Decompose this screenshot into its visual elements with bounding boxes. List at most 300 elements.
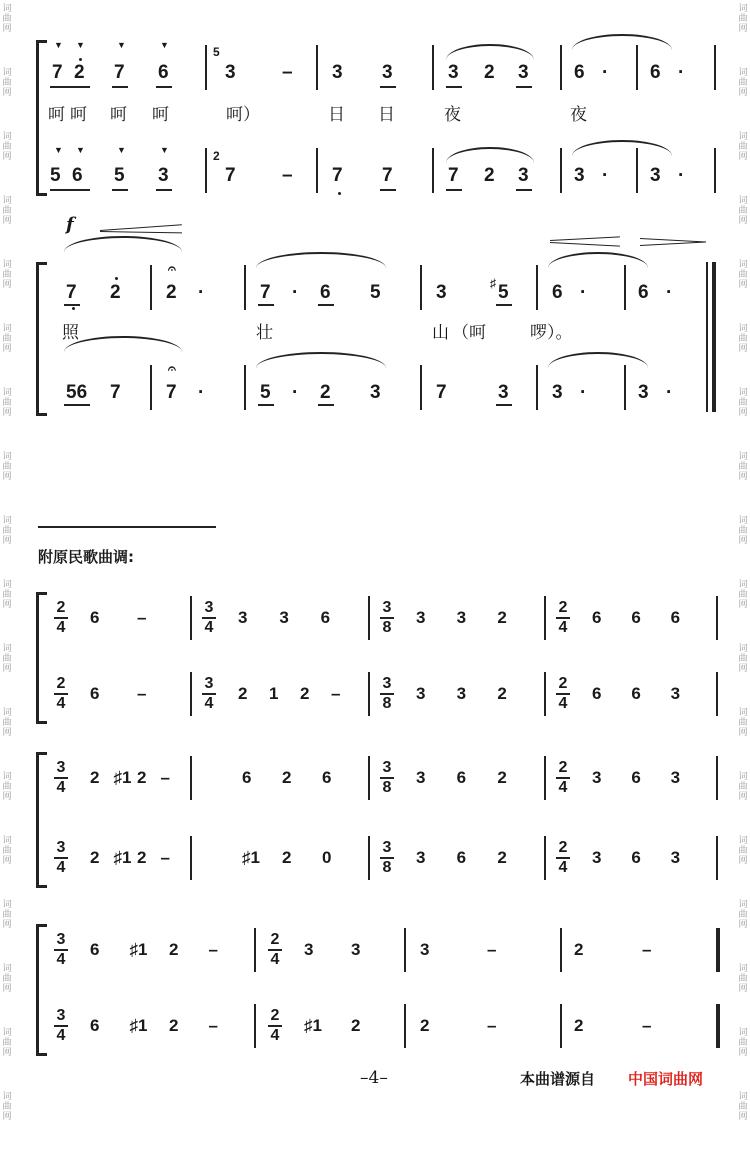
barline — [190, 672, 192, 716]
note: 3 — [382, 62, 393, 83]
final-barline-thick — [716, 928, 720, 972]
lyric: 啰）。 — [530, 323, 573, 343]
barline — [432, 45, 434, 90]
barline — [368, 596, 370, 640]
time-signature-bottom: 4 — [204, 695, 214, 712]
note: · — [292, 382, 299, 403]
beam-underline — [156, 189, 172, 191]
beam-underline — [318, 304, 334, 306]
barline — [150, 365, 152, 410]
octave-dot — [79, 58, 82, 61]
note: ♯1 — [304, 1016, 322, 1035]
note: 0 — [322, 848, 332, 867]
barline — [544, 756, 546, 800]
time-signature — [54, 600, 68, 636]
note: 7 — [166, 382, 177, 403]
note: – — [137, 684, 147, 703]
note: 6 — [72, 165, 83, 186]
note: 6 — [574, 62, 585, 83]
note: 2 — [574, 940, 584, 959]
watermark-right: 词 曲 网 词 曲 网 词 曲 网 词 曲 网 词 曲 网 词 曲 网 词 曲 网 词 曲 网 词 曲 网 词 曲 网 词 曲 网 词 曲 网 词 曲 网 词 曲 网 词 曲 网 词 曲 网 词 曲 网 词 曲 网 — [738, 4, 748, 1122]
note: 3 — [448, 62, 459, 83]
note: · — [580, 282, 587, 303]
time-signature-bottom: 8 — [382, 695, 392, 712]
note: 56 — [66, 382, 88, 403]
time-signature — [556, 600, 570, 636]
note: 6 — [90, 608, 100, 627]
note: 3 — [670, 848, 681, 867]
note: 2 — [484, 165, 495, 186]
time-signature — [380, 760, 394, 796]
lyric: 山 — [432, 323, 449, 343]
barline — [404, 928, 406, 972]
lyric: 日 — [378, 105, 395, 125]
beam-underline — [446, 86, 462, 88]
note: 2 — [238, 684, 248, 703]
time-signature-bottom: 4 — [56, 619, 66, 636]
note: 2 — [137, 848, 147, 867]
barline — [205, 148, 207, 193]
barline — [716, 596, 718, 640]
note: 5 — [114, 165, 125, 186]
time-signature-top: 2 — [558, 759, 568, 776]
note: 2 — [90, 768, 100, 787]
note: 7 — [436, 382, 447, 403]
note: 6 — [90, 1016, 100, 1035]
note: 6 — [456, 768, 467, 787]
note: 3 — [498, 382, 509, 403]
system-bracket — [36, 262, 47, 416]
barline — [368, 836, 370, 880]
barline — [624, 265, 626, 310]
note: ♯1 — [113, 848, 132, 867]
lyric: 呵 — [70, 105, 87, 125]
note: 2 — [497, 684, 507, 703]
time-signature-top: 3 — [382, 675, 392, 692]
note: 2 — [74, 62, 85, 83]
note: 6 — [670, 608, 681, 627]
note: 6 — [90, 940, 100, 959]
note: 3 — [638, 382, 649, 403]
barline — [560, 45, 562, 90]
note: 1 — [269, 684, 279, 703]
beam-underline — [50, 86, 90, 88]
note: 3 — [416, 608, 426, 627]
time-signature-top: 3 — [382, 759, 392, 776]
note: 5 — [50, 165, 61, 186]
barline — [316, 45, 318, 90]
time-signature-top: 3 — [56, 931, 66, 948]
barline — [544, 596, 546, 640]
time-signature-top: 3 — [56, 759, 66, 776]
barline — [420, 265, 422, 310]
beam-underline — [516, 189, 532, 191]
note: 7 — [66, 282, 77, 303]
note: 7 — [52, 62, 63, 83]
note: 2 — [497, 608, 507, 627]
note: 6 — [638, 282, 649, 303]
time-signature-bottom: 4 — [56, 779, 66, 796]
note: – — [642, 940, 652, 959]
note: 3 — [304, 940, 314, 959]
note: – — [282, 165, 293, 186]
note: 2 — [282, 768, 292, 787]
source-label: 本曲谱源自 — [520, 1070, 596, 1088]
accent-mark: ▼ — [117, 40, 126, 50]
beam-underline — [258, 404, 274, 406]
time-signature-top: 3 — [382, 839, 392, 856]
note: 6 — [650, 62, 661, 83]
time-signature-bottom: 4 — [558, 779, 568, 796]
time-signature-bottom: 4 — [56, 859, 66, 876]
note: 5 — [498, 282, 509, 303]
barline — [205, 45, 207, 90]
barline — [536, 365, 538, 410]
tie — [548, 252, 648, 268]
time-signature-top: 3 — [204, 675, 214, 692]
note: 3 — [574, 165, 585, 186]
note: 7 — [332, 165, 343, 186]
note: 6 — [242, 768, 252, 787]
crescendo-hairpin — [100, 224, 182, 231]
note: – — [282, 62, 293, 83]
grace-mark: 5 — [213, 45, 220, 59]
beam-underline — [64, 304, 80, 306]
tie — [572, 140, 672, 156]
note: 6 — [631, 684, 641, 703]
appendix-heading: 附原民歌曲调: — [38, 548, 134, 566]
octave-dot — [115, 277, 118, 280]
time-signature — [202, 600, 216, 636]
time-signature — [54, 1008, 68, 1044]
time-signature-bottom: 4 — [558, 619, 568, 636]
note: 7 — [114, 62, 125, 83]
note: – — [642, 1016, 652, 1035]
lyric: 日 — [328, 105, 345, 125]
time-signature — [380, 676, 394, 712]
slur — [446, 44, 534, 60]
fermata-icon: 𝄐 — [168, 260, 176, 276]
time-signature — [54, 676, 68, 712]
note: 6 — [456, 848, 467, 867]
beam-underline — [496, 404, 512, 406]
note: · — [678, 62, 685, 83]
note: 3 — [518, 165, 529, 186]
barline — [244, 365, 246, 410]
barline — [560, 928, 562, 972]
note: 3 — [552, 382, 563, 403]
lyric: 夜 — [444, 105, 461, 125]
accent-mark: ▼ — [160, 40, 169, 50]
crescendo-hairpin — [100, 231, 182, 233]
note: 2 — [574, 1016, 584, 1035]
barline — [716, 756, 718, 800]
time-signature-bottom: 4 — [56, 695, 66, 712]
note: 3 — [416, 684, 426, 703]
time-signature-bottom: 4 — [56, 951, 66, 968]
time-signature — [556, 840, 570, 876]
beam-underline — [516, 86, 532, 88]
note: ♯1 — [242, 848, 260, 867]
time-signature-top: 2 — [270, 1007, 280, 1024]
barline — [432, 148, 434, 193]
dynamic-forte: f — [66, 214, 74, 235]
lyric: 壮 — [256, 323, 273, 343]
barline — [254, 928, 256, 972]
beam-underline — [112, 189, 128, 191]
note: 3 — [279, 608, 289, 627]
time-signature-bottom: 4 — [558, 859, 568, 876]
final-barline-thick — [716, 1004, 720, 1048]
slur — [446, 147, 534, 163]
lyric: （呵 — [452, 323, 486, 343]
beam-underline — [496, 304, 512, 306]
note: 2 — [137, 768, 147, 787]
note: · — [292, 282, 299, 303]
barline — [316, 148, 318, 193]
barline — [254, 1004, 256, 1048]
slur — [256, 352, 386, 368]
fermata-icon: 𝄐 — [168, 360, 176, 376]
note: 2 — [497, 768, 507, 787]
barline — [404, 1004, 406, 1048]
section-divider — [38, 526, 216, 528]
time-signature-bottom: 8 — [382, 619, 392, 636]
time-signature-bottom: 8 — [382, 779, 392, 796]
beam-underline — [258, 304, 274, 306]
note: 3 — [420, 940, 430, 959]
barline — [560, 1004, 562, 1048]
note: · — [602, 165, 609, 186]
note: 7 — [225, 165, 236, 186]
beam-underline — [380, 86, 396, 88]
note: 2 — [110, 282, 121, 303]
time-signature-top: 3 — [382, 599, 392, 616]
system-bracket — [36, 752, 47, 888]
time-signature-top: 2 — [270, 931, 280, 948]
note: 2 — [351, 1016, 361, 1035]
time-signature-top: 2 — [558, 599, 568, 616]
note: – — [160, 768, 170, 787]
note: 6 — [631, 608, 641, 627]
time-signature — [54, 932, 68, 968]
accent-mark: ▼ — [54, 40, 63, 50]
time-signature — [54, 840, 68, 876]
grace-mark: 2 — [213, 149, 220, 163]
barline — [544, 836, 546, 880]
time-signature-bottom: 4 — [270, 951, 280, 968]
barline — [560, 148, 562, 193]
note: 3 — [670, 684, 681, 703]
note: 3 — [332, 62, 343, 83]
note: – — [487, 1016, 497, 1035]
time-signature-bottom: 4 — [204, 619, 214, 636]
note: 6 — [320, 608, 331, 627]
lyric: 呵 — [48, 105, 65, 125]
slur — [64, 336, 182, 352]
accent-mark: ▼ — [76, 145, 85, 155]
note: 6 — [322, 768, 332, 787]
note: 2 — [169, 1016, 179, 1035]
note: 3 — [436, 282, 447, 303]
note: 6 — [592, 684, 602, 703]
note: 2 — [420, 1016, 430, 1035]
note: 2 — [497, 848, 507, 867]
tie — [572, 34, 672, 50]
barline — [714, 148, 716, 193]
time-signature-bottom: 8 — [382, 859, 392, 876]
decrescendo-hairpin — [640, 242, 706, 246]
time-signature-top: 3 — [56, 1007, 66, 1024]
time-signature — [268, 932, 282, 968]
accent-mark: ▼ — [76, 40, 85, 50]
lyric: 照 — [62, 323, 79, 343]
beam-underline — [112, 86, 128, 88]
time-signature — [202, 676, 216, 712]
note: 2 — [484, 62, 495, 83]
crescendo-hairpin — [550, 236, 620, 241]
time-signature-bottom: 4 — [558, 695, 568, 712]
note: 5 — [260, 382, 271, 403]
note: 3 — [351, 940, 361, 959]
note: · — [580, 382, 587, 403]
note: 5 — [370, 282, 381, 303]
octave-dot — [338, 192, 341, 195]
note: 3 — [416, 848, 426, 867]
note: 6 — [320, 282, 331, 303]
note: 3 — [650, 165, 661, 186]
barline — [624, 365, 626, 410]
barline — [714, 45, 716, 90]
note: ♯1 — [113, 768, 132, 787]
lyric: 夜 — [570, 105, 587, 125]
note: – — [331, 684, 341, 703]
note: · — [198, 282, 205, 303]
note: 6 — [90, 684, 100, 703]
note: 6 — [552, 282, 563, 303]
system-bracket — [36, 592, 47, 724]
beam-underline — [50, 189, 90, 191]
lyric: 呵 — [152, 105, 169, 125]
note: – — [137, 608, 147, 627]
final-barline — [706, 262, 708, 412]
time-signature — [380, 600, 394, 636]
system-bracket — [36, 924, 47, 1056]
final-barline-thick — [712, 262, 716, 412]
note: 3 — [416, 768, 426, 787]
beam-underline — [318, 404, 334, 406]
barline — [536, 265, 538, 310]
beam-underline — [156, 86, 172, 88]
note: – — [160, 848, 170, 867]
note: ♯1 — [129, 940, 148, 959]
note: 2 — [300, 684, 310, 703]
accent-mark: ▼ — [117, 145, 126, 155]
note: 3 — [158, 165, 169, 186]
octave-dot — [72, 307, 75, 310]
site-brand-link[interactable]: 中国词曲网 — [628, 1070, 704, 1088]
crescendo-hairpin — [550, 242, 620, 247]
barline — [716, 672, 718, 716]
note: 6 — [631, 848, 641, 867]
time-signature-top: 2 — [56, 599, 66, 616]
note: 3 — [456, 608, 467, 627]
accent-mark: ▼ — [160, 145, 169, 155]
barline — [150, 265, 152, 310]
time-signature — [54, 760, 68, 796]
sharp-sign: ♯ — [490, 276, 496, 290]
note: 3 — [370, 382, 381, 403]
page-number: –4– — [360, 1068, 388, 1088]
note: · — [666, 282, 673, 303]
note: 2 — [166, 282, 177, 303]
lyric: 呵 — [110, 105, 127, 125]
accent-mark: ▼ — [54, 145, 63, 155]
note: 3 — [592, 848, 602, 867]
beam-underline — [64, 404, 90, 406]
time-signature — [268, 1008, 282, 1044]
note: 2 — [320, 382, 331, 403]
note: 2 — [282, 848, 292, 867]
barline — [636, 45, 638, 90]
time-signature-top: 2 — [56, 675, 66, 692]
slur — [64, 236, 182, 252]
note: 3 — [225, 62, 236, 83]
barline — [190, 596, 192, 640]
barline — [190, 836, 192, 880]
barline — [244, 265, 246, 310]
note: 7 — [382, 165, 393, 186]
note: 6 — [592, 608, 602, 627]
note: – — [487, 940, 497, 959]
time-signature — [556, 760, 570, 796]
barline — [190, 756, 192, 800]
watermark-left: 词 曲 网 词 曲 网 词 曲 网 词 曲 网 词 曲 网 词 曲 网 词 曲 网 词 曲 网 词 曲 网 词 曲 网 词 曲 网 词 曲 网 词 曲 网 词 曲 网 词 曲 网 词 曲 网 词 曲 网 词 曲 网 — [2, 4, 12, 1122]
time-signature-top: 2 — [558, 839, 568, 856]
note: 3 — [670, 768, 681, 787]
note: 7 — [110, 382, 121, 403]
barline — [368, 672, 370, 716]
note: 2 — [90, 848, 100, 867]
time-signature-bottom: 4 — [56, 1027, 66, 1044]
note: · — [678, 165, 685, 186]
note: 7 — [448, 165, 459, 186]
time-signature-top: 3 — [204, 599, 214, 616]
system-bracket — [36, 40, 47, 196]
note: ♯1 — [129, 1016, 148, 1035]
note: 3 — [592, 768, 602, 787]
beam-underline — [446, 189, 462, 191]
tie — [548, 352, 648, 368]
barline — [420, 365, 422, 410]
time-signature-top: 3 — [56, 839, 66, 856]
barline — [716, 836, 718, 880]
note: · — [198, 382, 205, 403]
note: · — [602, 62, 609, 83]
barline — [544, 672, 546, 716]
beam-underline — [380, 189, 396, 191]
note: 3 — [456, 684, 467, 703]
slur — [256, 252, 386, 268]
note: 2 — [169, 940, 179, 959]
time-signature-top: 2 — [558, 675, 568, 692]
note: · — [666, 382, 673, 403]
time-signature — [380, 840, 394, 876]
time-signature — [556, 676, 570, 712]
barline — [368, 756, 370, 800]
note: – — [208, 940, 218, 959]
note: 3 — [518, 62, 529, 83]
